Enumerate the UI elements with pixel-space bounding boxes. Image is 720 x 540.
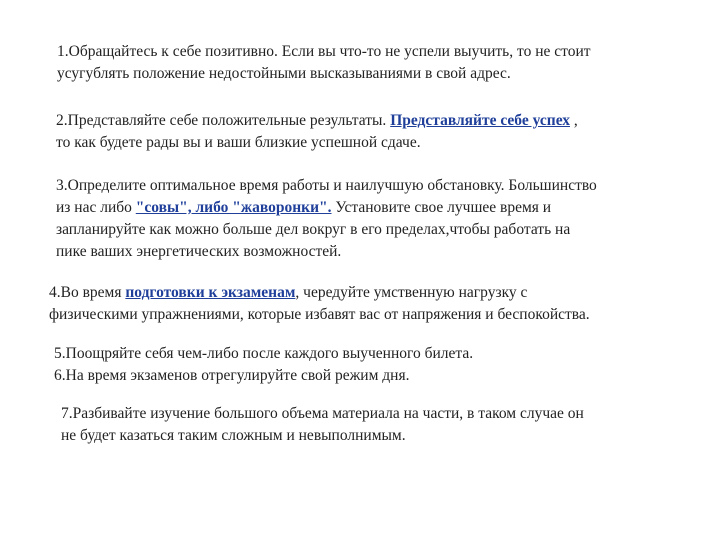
tip-4-text-after: , чередуйте умственную нагрузку с (295, 284, 528, 301)
exam-preparation-link[interactable]: подготовки к экзаменам (125, 284, 296, 301)
tip-3-text-after: Установите свое лучшее время и (331, 199, 552, 216)
tip-7-line-1: 7.Разбивайте изучение большого объема материала на части, в таком случае он (61, 405, 584, 422)
tip-5-line: 5.Поощряйте себя чем-либо после каждого выученного билета. (54, 345, 474, 362)
tip-4-line-1 (49, 282, 590, 304)
tip-4-line-2: физическими упражнениями, которые избавят вас от напряжения и беспокойства. (49, 306, 590, 323)
tip-6-line: 6.На время экзаменов отрегулируйте свой режим дня. (54, 367, 410, 384)
tip-3-line-2 (56, 197, 597, 219)
tip-3-line-3: запланируйте как можно больше дел вокруг в его пределах,чтобы работать на (56, 221, 571, 238)
tip-4-text: 4.Во время (49, 284, 126, 301)
tip-1-paragraph (57, 41, 591, 85)
tip-2-text: 2.Представляйте себе положительные результаты. (56, 112, 391, 129)
tip-3-paragraph (56, 175, 597, 263)
tip-2-line-2: то как будете рады вы и ваши близкие успешной сдаче. (56, 134, 421, 151)
tip-2-text-after: , (570, 112, 578, 129)
imagine-success-link[interactable]: Представляйте себе успех (390, 112, 571, 129)
tip-4-paragraph (49, 282, 590, 326)
tip-3-line-4: пике ваших энергетических возможностей. (56, 243, 342, 260)
tip-5-6-paragraph (54, 343, 473, 387)
tip-3-line-1: 3.Определите оптимальное время работы и наилучшую обстановку. Большинство (56, 177, 597, 194)
tip-2-line-1 (56, 110, 578, 132)
tip-1-line-1: 1.Обращайтесь к себе позитивно. Если вы что-то не успели выучить, то не стоит (57, 43, 591, 60)
tip-2-paragraph (56, 110, 578, 154)
tip-1-line-2: усугублять положение недостойными высказываниями в свой адрес. (57, 65, 511, 82)
tip-3-text: из нас либо (56, 199, 136, 216)
owls-larks-link[interactable]: "совы", либо "жаворонки". (135, 199, 332, 216)
tip-7-line-2: не будет казаться таким сложным и невыполнимым. (61, 427, 406, 444)
tip-7-paragraph (61, 403, 584, 447)
